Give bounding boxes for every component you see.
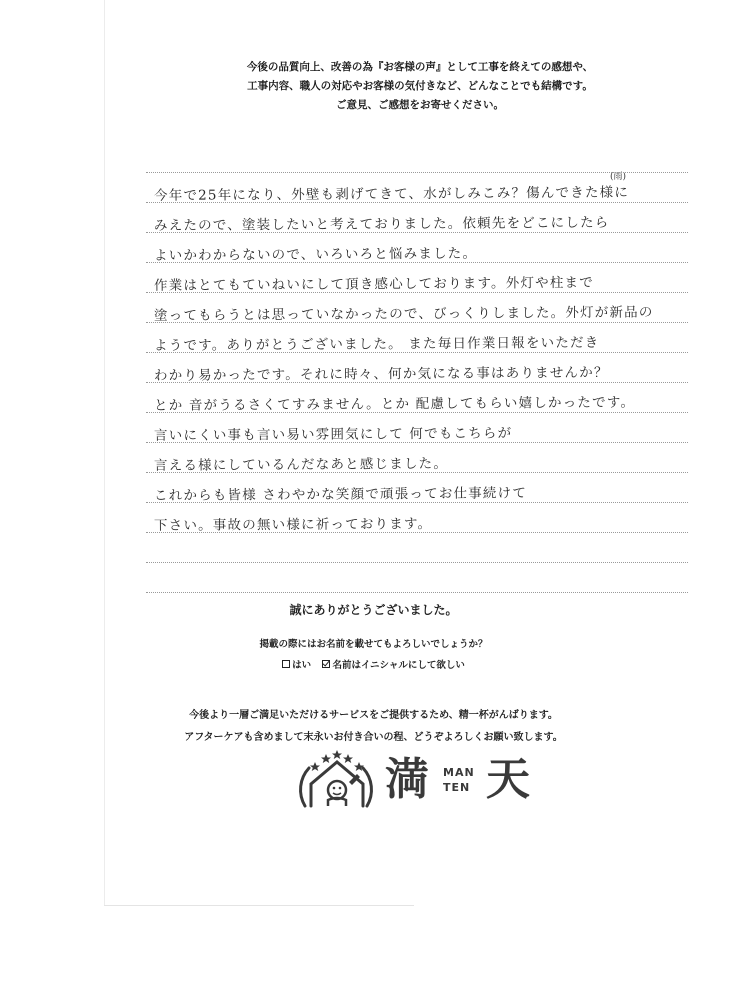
ruled-line <box>146 232 688 233</box>
handwritten-line: 塗ってもらうとは思っていなかったので、びっくりしました。外灯が新品の <box>153 304 654 324</box>
ruled-line <box>146 502 688 503</box>
handwritten-line: 言いにくい事も言い易い雰囲気にして 何でもこちらが <box>153 425 513 444</box>
ruled-line <box>146 532 688 533</box>
handwritten-line: 作業はとてもていねいにして頂き感心しております。外灯や柱まで <box>153 274 594 294</box>
intro-text <box>150 58 690 115</box>
checkbox-initial[interactable] <box>322 660 330 668</box>
ruled-line <box>146 202 688 203</box>
intro-line: ご意見、ご感想をお寄せください。 <box>336 99 504 111</box>
handwritten-line: わかり易かったです。それに時々、何か気になる事はありませんか？ <box>153 364 609 384</box>
handwritten-line: よいかわからないので、いろいろと悩みました。 <box>153 245 478 264</box>
ruled-line <box>146 172 688 173</box>
ruled-line <box>146 562 688 563</box>
option-initial-label: 名前はイニシャルにして欲しい <box>332 660 465 671</box>
checkbox-yes[interactable] <box>282 660 290 668</box>
logo-roman-text <box>443 765 475 795</box>
closing-text <box>0 705 747 749</box>
closing-line: アフターケアも含めまして末永いお付き合いの程、どうぞよろしくお願い致します。 <box>184 732 563 743</box>
ruled-line <box>146 412 688 413</box>
ruled-line <box>146 592 688 593</box>
handwritten-line: とか 音がうるさくてすみません。とか 配慮してもらい嬉しかったです。 <box>153 394 636 414</box>
intro-line: 工事内容、職人の対応やお客様の気付きなど、どんなことでも結構です。 <box>247 80 593 92</box>
handwritten-line: 下さい。事故の無い様に祈っております。 <box>153 515 433 534</box>
sheet-bottom-edge <box>104 905 414 906</box>
ruled-line <box>146 292 688 293</box>
handwritten-line: 言える様にしているんだなあと感じました。 <box>153 455 449 474</box>
handwritten-line <box>154 570 699 574</box>
ruled-line <box>146 472 688 473</box>
handwritten-line: みえたので、塗装したいと考えておりました。依頼先をどこにしたら <box>153 214 610 234</box>
handwritten-line <box>154 540 699 544</box>
consent-question: 掲載の際にはお名前を載せてもよろしいでしょうか？ <box>259 639 488 650</box>
ruled-line <box>146 262 688 263</box>
intro-line: 今後の品質向上、改善の為『お客様の声』として工事を終えての感想や、 <box>246 61 594 73</box>
feedback-area <box>146 172 688 592</box>
house-logo-icon <box>297 748 377 814</box>
handwritten-line: ようです。ありがとうございました。 また毎日作業日報をいただき <box>153 334 600 354</box>
ruled-line <box>146 322 688 323</box>
ruled-line <box>146 442 688 443</box>
logo-kanji-ten: 天 <box>486 754 530 805</box>
option-yes[interactable] <box>282 657 311 671</box>
logo-roman-man: MAN <box>443 766 475 779</box>
option-initial[interactable] <box>322 657 464 671</box>
logo-roman-ten: TEN <box>443 781 471 794</box>
handwritten-line: これからも皆様 さわやかな笑顔で頑張ってお仕事続けて <box>153 485 528 504</box>
thanks-heading: 誠にありがとうございました。 <box>289 603 458 617</box>
company-logo <box>297 748 542 818</box>
option-yes-label: はい <box>292 660 312 671</box>
sheet-edge <box>104 0 105 905</box>
closing-line: 今後より一層ご満足いただけるサービスをご提供するため、精一杯がんばります。 <box>189 710 558 721</box>
handwritten-annotation: (雨) <box>610 172 627 182</box>
ruled-line <box>146 352 688 353</box>
logo-kanji-man: 満 <box>385 754 429 805</box>
ruled-line <box>146 382 688 383</box>
consent-options <box>0 657 747 671</box>
handwritten-line: 今年で25年になり、外壁も剥げてきて、水がしみこみ？傷んできた様に <box>153 184 630 204</box>
